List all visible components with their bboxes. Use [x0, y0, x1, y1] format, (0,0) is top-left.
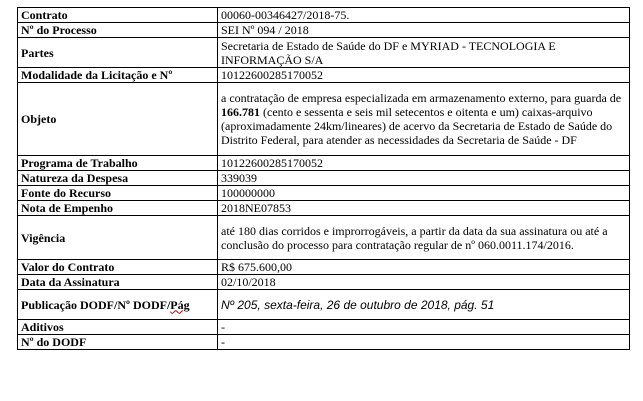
row-valor — [18, 260, 630, 275]
label-natureza: Natureza da Despesa — [18, 171, 218, 186]
row-dodf — [18, 335, 630, 350]
label-vigencia: Vigência — [18, 216, 218, 260]
row-modalidade — [18, 68, 630, 83]
label-programa: Programa de Trabalho — [18, 156, 218, 171]
row-natureza — [18, 171, 630, 186]
label-publicacao-pag: Pág — [170, 297, 190, 312]
label-fonte: Fonte do Recurso — [18, 186, 218, 201]
label-valor: Valor do Contrato — [18, 260, 218, 275]
row-programa — [18, 156, 630, 171]
value-aditivos: - — [218, 320, 630, 335]
label-objeto: Objeto — [18, 83, 218, 156]
value-valor: R$ 675.600,00 — [218, 260, 630, 275]
label-empenho: Nota de Empenho — [18, 201, 218, 216]
value-partes: Secretaria de Estado de Saúde do DF e MYRIAD - TECNOLOGIA E INFORMAÇÃO S/A — [218, 38, 630, 68]
label-assinatura: Data da Assinatura — [18, 275, 218, 290]
value-fonte: 100000000 — [218, 186, 630, 201]
label-processo: Nº do Processo — [18, 23, 218, 38]
value-objeto — [218, 83, 630, 156]
row-publicacao — [18, 290, 630, 320]
value-processo: SEI Nº 094 / 2018 — [218, 23, 630, 38]
value-programa: 10122600285170052 — [218, 156, 630, 171]
row-aditivos — [18, 320, 630, 335]
value-assinatura: 02/10/2018 — [218, 275, 630, 290]
objeto-text-post: (cento e sessenta e seis mil setecentos e oitenta e um) caixas-arquivo (aproximadamente 24km/lineares) de acervo da Secretaria de Estado de Saúde do Distrito Federal, para atender as necessidades da Secretaria de Saúde - DF — [221, 105, 613, 147]
label-contrato: Contrato — [18, 8, 218, 23]
objeto-quantity: 166.781 — [221, 105, 260, 119]
row-fonte — [18, 186, 630, 201]
value-publicacao: Nº 205, sexta-feira, 26 de outubro de 2018, pág. 51 — [218, 290, 630, 320]
row-processo — [18, 23, 630, 38]
value-contrato: 00060-00346427/2018-75. — [218, 8, 630, 23]
label-publicacao — [18, 290, 218, 320]
label-modalidade: Modalidade da Licitação e Nº — [18, 68, 218, 83]
value-empenho: 2018NE07853 — [218, 201, 630, 216]
value-modalidade: 10122600285170052 — [218, 68, 630, 83]
contract-summary-table — [17, 7, 630, 350]
row-empenho — [18, 201, 630, 216]
label-publicacao-text: Publicação DODF/Nº DODF/ — [21, 297, 171, 312]
value-vigencia: até 180 dias corridos e improrrogáveis, a partir da data da sua assinatura ou até a conclusão do processo para contratação regular de nº 060.0011.174/2016. — [218, 216, 630, 260]
label-aditivos: Aditivos — [18, 320, 218, 335]
row-partes — [18, 38, 630, 68]
row-contrato — [18, 8, 630, 23]
row-assinatura — [18, 275, 630, 290]
label-dodf: Nº do DODF — [18, 335, 218, 350]
value-dodf: - — [218, 335, 630, 350]
row-objeto — [18, 83, 630, 156]
value-natureza: 339039 — [218, 171, 630, 186]
row-vigencia — [18, 216, 630, 260]
label-partes: Partes — [18, 38, 218, 68]
objeto-text-pre: a contratação de empresa especializada em armazenamento externo, para guarda de — [221, 91, 622, 105]
